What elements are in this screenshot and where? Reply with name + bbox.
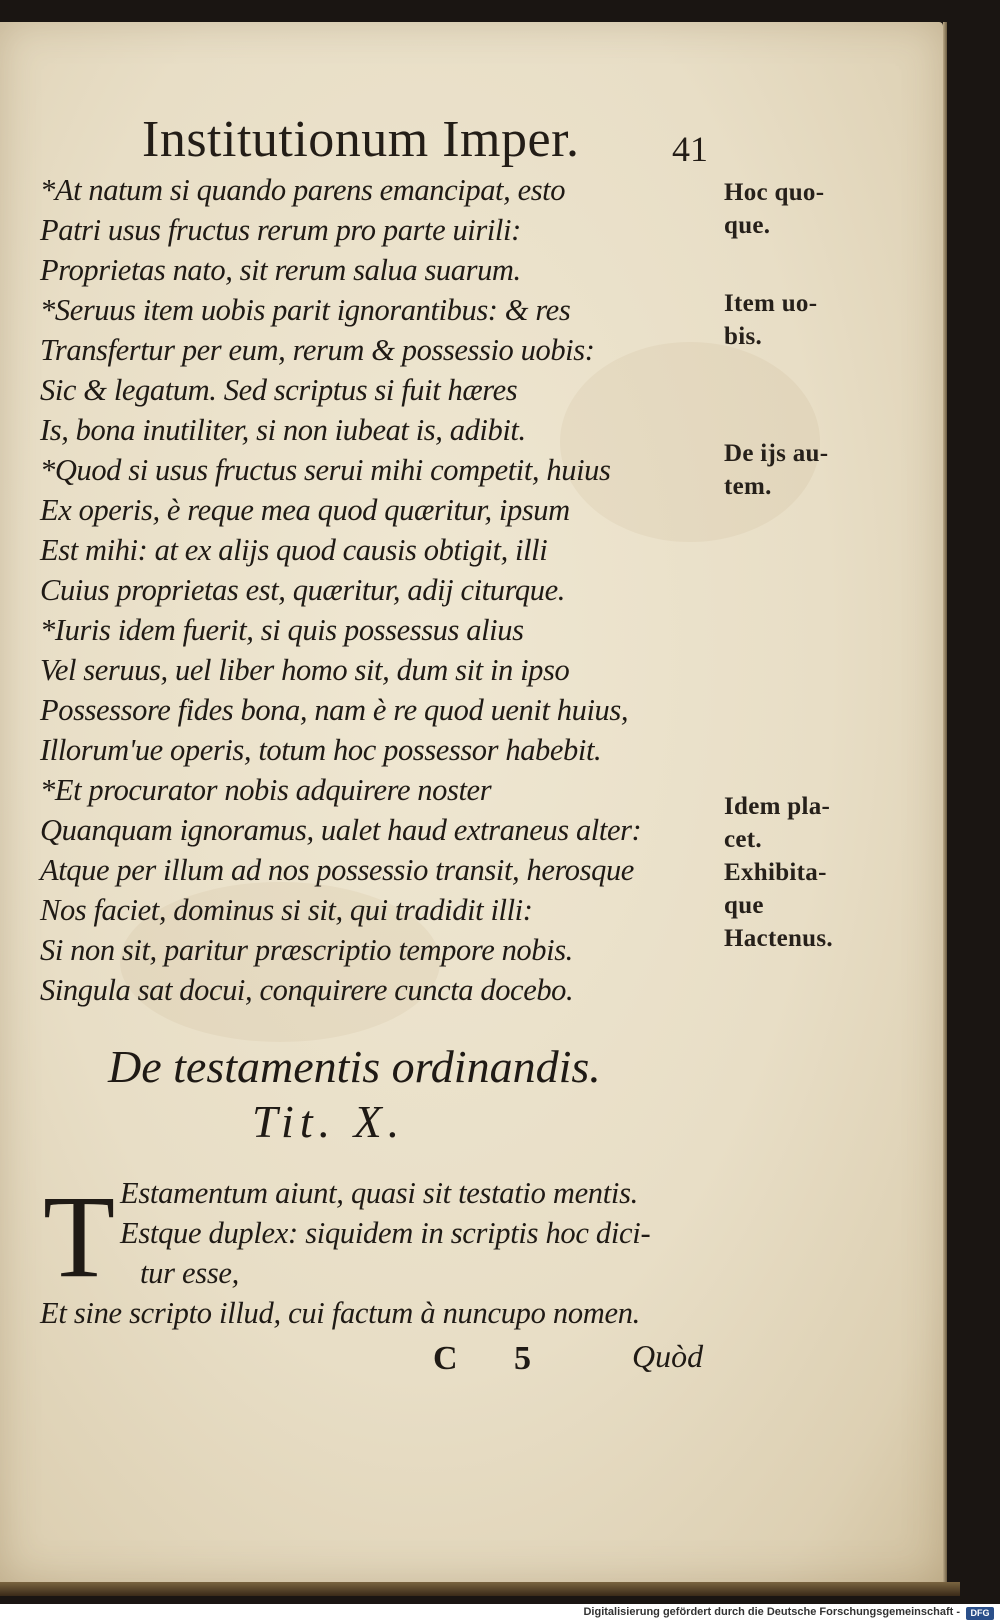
verse-line: *Quod si usus fructus serui mihi competit, huius — [40, 453, 611, 487]
catchword: Quòd — [632, 1338, 704, 1374]
dropcap-letter — [36, 1176, 122, 1288]
verse-line: Vel seruus, uel liber homo sit, dum sit in ipso — [40, 653, 570, 687]
verse-line: Transfertur per eum, rerum & possessio uobis: — [40, 333, 595, 367]
page-number: 41 — [672, 129, 708, 169]
verse-line: Patri usus fructus rerum pro parte uirili: — [40, 213, 521, 247]
verse-line: *Et procurator nobis adquirere noster — [40, 773, 492, 807]
verse-line: Sic & legatum. Sed scriptus si fuit hæres — [40, 373, 518, 407]
verse-line: *Iuris idem fuerit, si quis possessus alius — [40, 613, 524, 647]
paragraph-line: Estamentum aiunt, quasi sit testatio mentis. — [120, 1176, 639, 1210]
verse-line: Ex operis, è reque mea quod quæritur, ipsum — [40, 493, 570, 527]
margin-note: Idem pla- cet. Exhibita- que Hactenus. — [724, 793, 833, 952]
verse-line: Singula sat docui, conquirere cuncta docebo. — [40, 973, 574, 1007]
verse-line: Possessore fides bona, nam è re quod uenit huius, — [40, 693, 629, 727]
paragraph-line: Estque duplex: siquidem in scriptis hoc dici- — [120, 1216, 651, 1250]
margin-note: De ijs au- tem. — [724, 440, 829, 500]
margin-note: Item uo- bis. — [724, 290, 818, 350]
verse-line: Illorum'ue operis, totum hoc possessor habebit. — [40, 733, 602, 767]
section-subtitle: Tit. X. — [252, 1096, 406, 1147]
verse-line: *Seruus item uobis parit ignorantibus: & res — [40, 293, 571, 327]
verse-line: Cuius proprietas est, quæritur, adij citurque. — [40, 573, 565, 607]
running-header-title: Institutionum Imper. — [142, 111, 580, 168]
verse-line: Is, bona inutiliter, si non iubeat is, adibit. — [40, 413, 526, 447]
paragraph-line: tur esse, — [140, 1256, 239, 1290]
margin-note: Hoc quo- que. — [724, 179, 825, 239]
section-title: De testamentis ordinandis. — [108, 1041, 601, 1092]
page-edge — [943, 22, 947, 1582]
verse-line: Atque per illum ad nos possessio transit, herosque — [40, 853, 634, 887]
paragraph-line: Et sine scripto illud, cui factum à nuncupo nomen. — [40, 1296, 641, 1330]
verse-line: Nos faciet, dominus si sit, qui tradidit illi: — [40, 893, 533, 927]
funding-credit: Digitalisierung gefördert durch die Deutsche Forschungsgemeinschaft - — [583, 1606, 960, 1618]
verse-line: Quanquam ignoramus, ualet haud extraneus alter: — [40, 813, 642, 847]
footer-bar — [0, 1604, 1000, 1623]
verse-line: Si non sit, paritur præscriptio tempore nobis. — [40, 933, 573, 967]
dfg-logo-badge: DFG — [966, 1607, 994, 1620]
book-binding-edge — [0, 1582, 960, 1596]
verse-line: Est mihi: at ex alijs quod causis obtigit, illi — [40, 533, 548, 567]
signature-mark: C 5 — [433, 1340, 556, 1377]
verse-line: *At natum si quando parens emancipat, esto — [40, 173, 566, 207]
verse-line: Proprietas nato, sit rerum salua suarum. — [40, 253, 521, 287]
dropcap-glyph: T — [42, 1176, 116, 1288]
